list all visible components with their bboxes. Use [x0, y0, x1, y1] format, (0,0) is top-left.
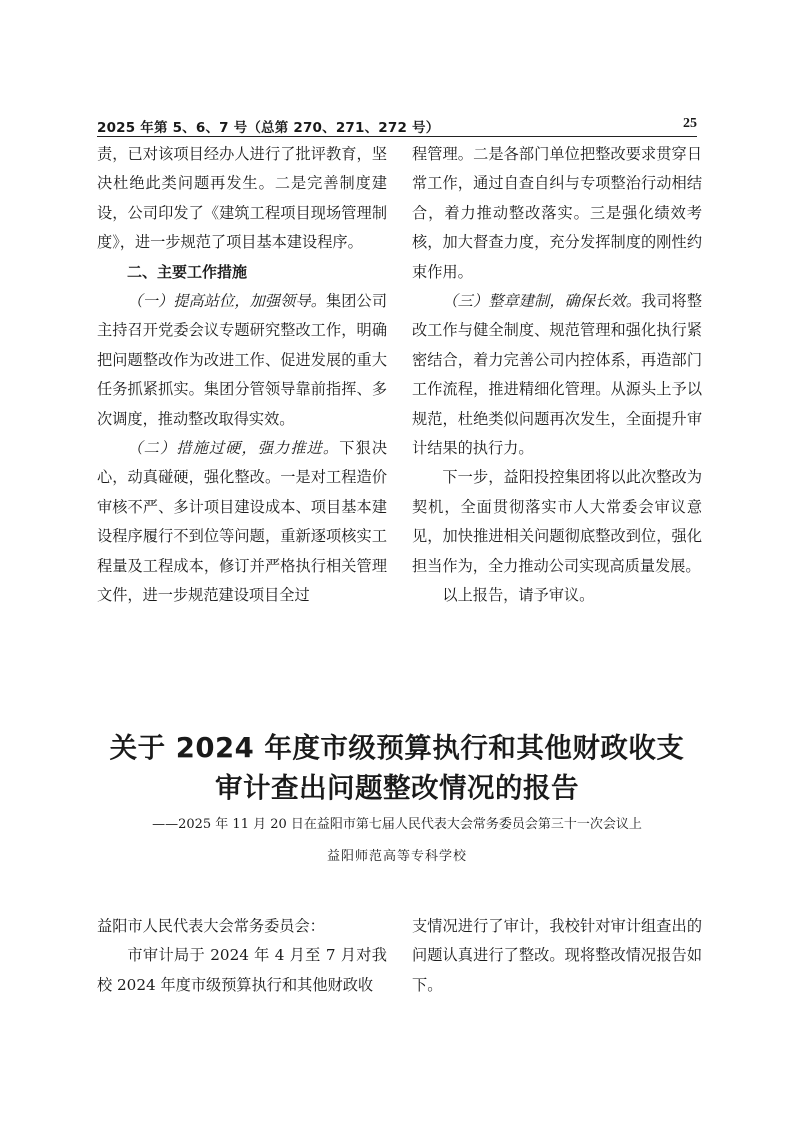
measure-heading: （一）提高站位，加强领导。 [127, 292, 326, 311]
paragraph: 程管理。二是各部门单位把整改要求贯穿日常工作，通过自查自纠与专项整治行动相结合，着力推动整改落实。三是强化绩效考核，加大督查力度，充分发挥制度的刚性约束作用。 [412, 145, 702, 281]
measure-body: 我司将整改工作与健全制度、规范管理和强化执行紧密结合，着力完善公司内控体系，再造部门工作流程，推进精细化管理。从源头上予以规范，杜绝类似问题再次发生，全面提升审计结果的执行力。 [412, 292, 703, 458]
measure-body: 下狠决心，动真碰硬，强化整改。一是对工程造价审核不严、多计项目建设成本、项目基本建设程序履行不到位等问题，重新逐项核实工程量及工程成本，修订并严格执行相关管理文件，进一步规范建设项目全过 [97, 439, 388, 605]
measure-body: 集团公司主持召开党委会议专题研究整改工作，明确把问题整改作为改进工作、促进发展的重大任务抓紧抓实。集团分管领导靠前指挥、多次调度，推动整改取得实效。 [97, 292, 388, 428]
measure-heading: （二）措施过硬，强力推进。 [127, 439, 340, 458]
paragraph [97, 434, 387, 610]
top-left-column [97, 140, 387, 611]
paragraph: 下一步，益阳投控集团将以此次整改为契机，全面贯彻落实市人大常委会审议意见，加快推进相关问题彻底整改到位，强化担当作为，全力推动公司实现高质量发展。 [412, 468, 702, 575]
paragraph [97, 287, 387, 434]
article-title [60, 728, 734, 808]
salutation: 益阳市人民代表大会常务委员会： [97, 917, 325, 935]
running-header [97, 114, 697, 137]
top-right-column [412, 140, 702, 611]
bottom-right-column [412, 912, 702, 1000]
title-line-2: 审计查出问题整改情况的报告 [215, 772, 579, 804]
section-heading: 二、主要工作措施 [127, 262, 248, 281]
article-subtitle: ——2025 年 11 月 20 日在益阳市第七届人民代表大会常务委员会第三十一次会议上 [152, 817, 642, 832]
measure-heading: （三）整章建制，确保长效。 [442, 292, 641, 311]
page-number: 25 [683, 116, 697, 131]
paragraph [412, 287, 702, 463]
paragraph: 支情况进行了审计，我校针对审计组查出的问题认真进行了整改。现将整改情况报告如下。 [412, 917, 702, 994]
bottom-left-column [97, 912, 387, 1000]
paragraph: 责，已对该项目经办人进行了批评教育，坚决杜绝此类问题再发生。二是完善制度建设，公司印发了《建筑工程项目现场管理制度》，进一步规范了项目基本建设程序。 [97, 145, 387, 252]
article-author: 益阳师范高等专科学校 [326, 849, 467, 864]
issue-info: 2025 年第 5、6、7 号（总第 270、271、272 号） [97, 120, 440, 136]
title-line-1: 关于 2024 年度市级预算执行和其他财政收支 [109, 732, 685, 764]
closing-line: 以上报告，请予审议。 [442, 586, 595, 605]
paragraph: 市审计局于 2024 年 4 月至 7 月对我校 2024 年度市级预算执行和其他财政收 [97, 946, 387, 994]
